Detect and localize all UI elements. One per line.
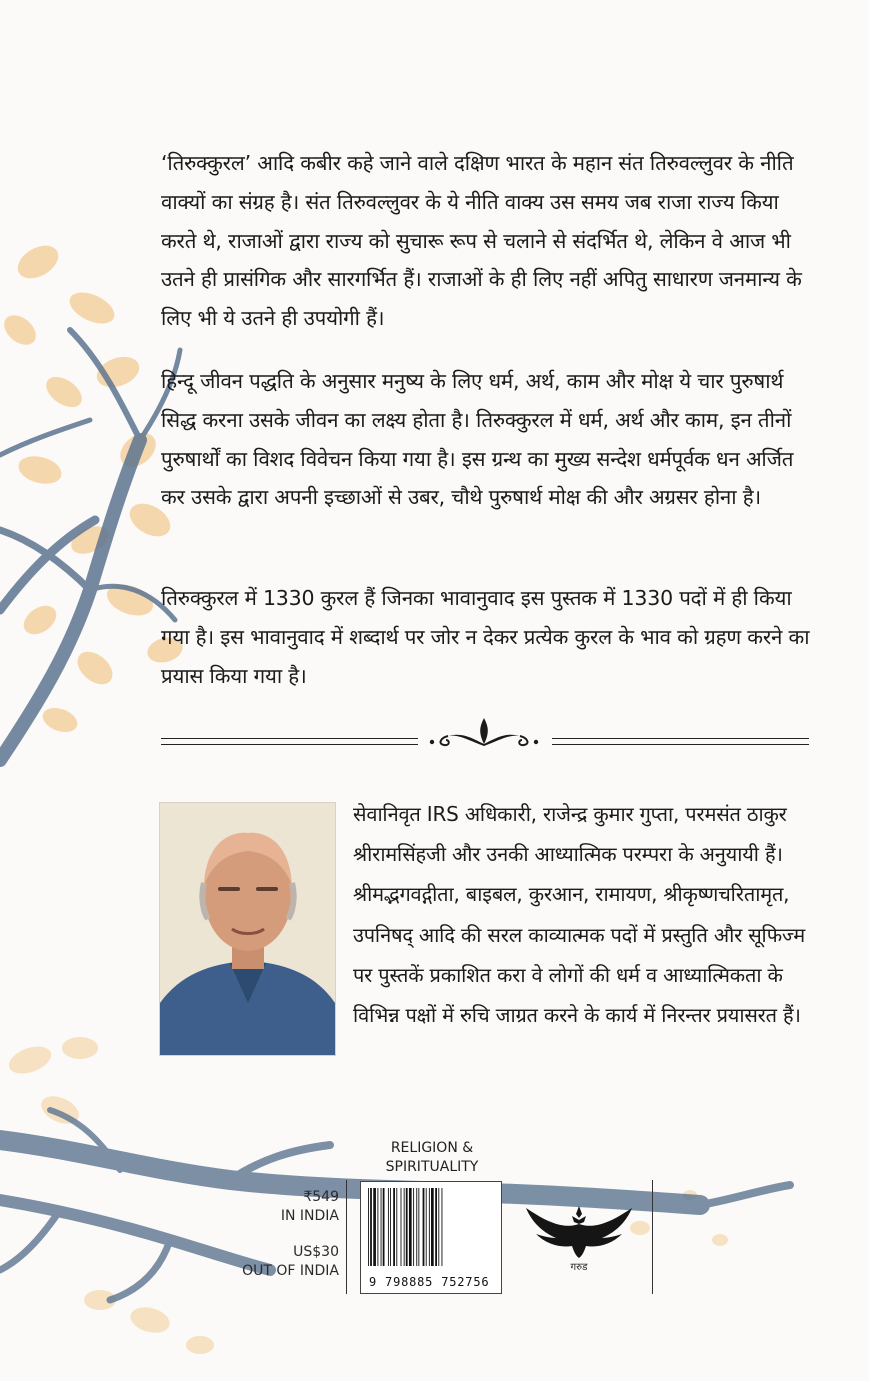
isbn-barcode — [361, 1182, 501, 1293]
description-paragraph-2: हिन्दू जीवन पद्धति के अनुसार मनुष्य के लिए धर्म, अर्थ, काम और मोक्ष ये चार पुरुषार्थ सिद्ध करना उसके जीवन का लक्ष्य होता है। तिरुक्कुरल में धर्म, अर्थ और काम, इन तीनों पुरुषार्थों का विशद विवेचन किया गया है। इस ग्रन्थ का मुख्य सन्देश धर्मपूर्वक धन अर्जित कर उसके द्वारा अपनी इच्छाओं से उबर, चौथे पुरुषार्थ मोक्ष की और अग्रसर होना है। — [161, 369, 794, 510]
category-label — [372, 1139, 492, 1177]
description-paragraph-3: तिरुक्कुरल में 1330 कुरल हैं जिनका भावानुवाद इस पुस्तक में 1330 पदों में ही किया गया है। इस भावानुवाद में शब्दार्थ पर जोर न देकर प्रत्येक कुरल के भाव को ग्रहण करने का प्रयास किया गया है। — [161, 586, 810, 688]
price-india — [281, 1188, 339, 1226]
price-india-amount: ₹549 — [303, 1189, 339, 1205]
price-outside-india — [242, 1243, 339, 1281]
category-line-2: SPIRITUALITY — [385, 1159, 479, 1175]
isbn-number: 9 798885 752756 — [369, 1275, 490, 1289]
price-outside-label: OUT OF INDIA — [242, 1263, 339, 1279]
price-outside-amount: US$30 — [293, 1244, 339, 1260]
price-india-label: IN INDIA — [280, 1208, 339, 1224]
publisher-name: गरुड — [570, 1262, 588, 1273]
garuda-eagle-logo-icon — [522, 1200, 636, 1260]
category-line-1: RELIGION & — [390, 1140, 474, 1156]
divider-left-rule — [161, 738, 418, 745]
ornament-flourish-icon — [428, 714, 540, 754]
author-photo — [160, 803, 335, 1055]
barcode-bars — [366, 1188, 496, 1266]
divider-right-rule — [552, 738, 809, 745]
description-paragraph-1: ‘तिरुक्कुरल’ आदि कबीर कहे जाने वाले दक्षिण भारत के महान संत तिरुवल्लुवर के नीति वाक्यों का संग्रह है। संत तिरुवल्लुवर के ये नीति वाक्य उस समय जब राजा राज्य किया करते थे, राजाओं द्वारा राज्य को सुचारू रूप से चलाने से संदर्भित थे, लेकिन वे आज भी उतने ही प्रासंगिक और सारगर्भित हैं। राजाओं के ही लिए नहीं अपितु साधारण जनमान्य के लिए भी ये उतने ही उपयोगी हैं। — [161, 151, 802, 331]
author-bio: सेवानिवृत IRS अधिकारी, राजेन्द्र कुमार गुप्ता, परमसंत ठाकुर श्रीरामसिंहजी और उनकी आध्यात्मिक परम्परा के अनुयायी हैं। श्रीमद्भगवद्गीता, बाइबल, कुरआन, रामायण, श्रीकृष्णचरितामृत, उपनिषद् आदि की सरल काव्यात्मक पदों में प्रस्तुति और सूफिज्म पर पुस्तकें प्रकाशित करा वे लोगों की धर्म व आध्यात्मिकता के विभिन्न पक्षों में रुचि जाग्रत करने के कार्य में निरन्तर प्रयासरत हैं। — [353, 802, 805, 1028]
right-separator-line — [652, 1180, 653, 1294]
left-separator-line — [346, 1180, 347, 1294]
